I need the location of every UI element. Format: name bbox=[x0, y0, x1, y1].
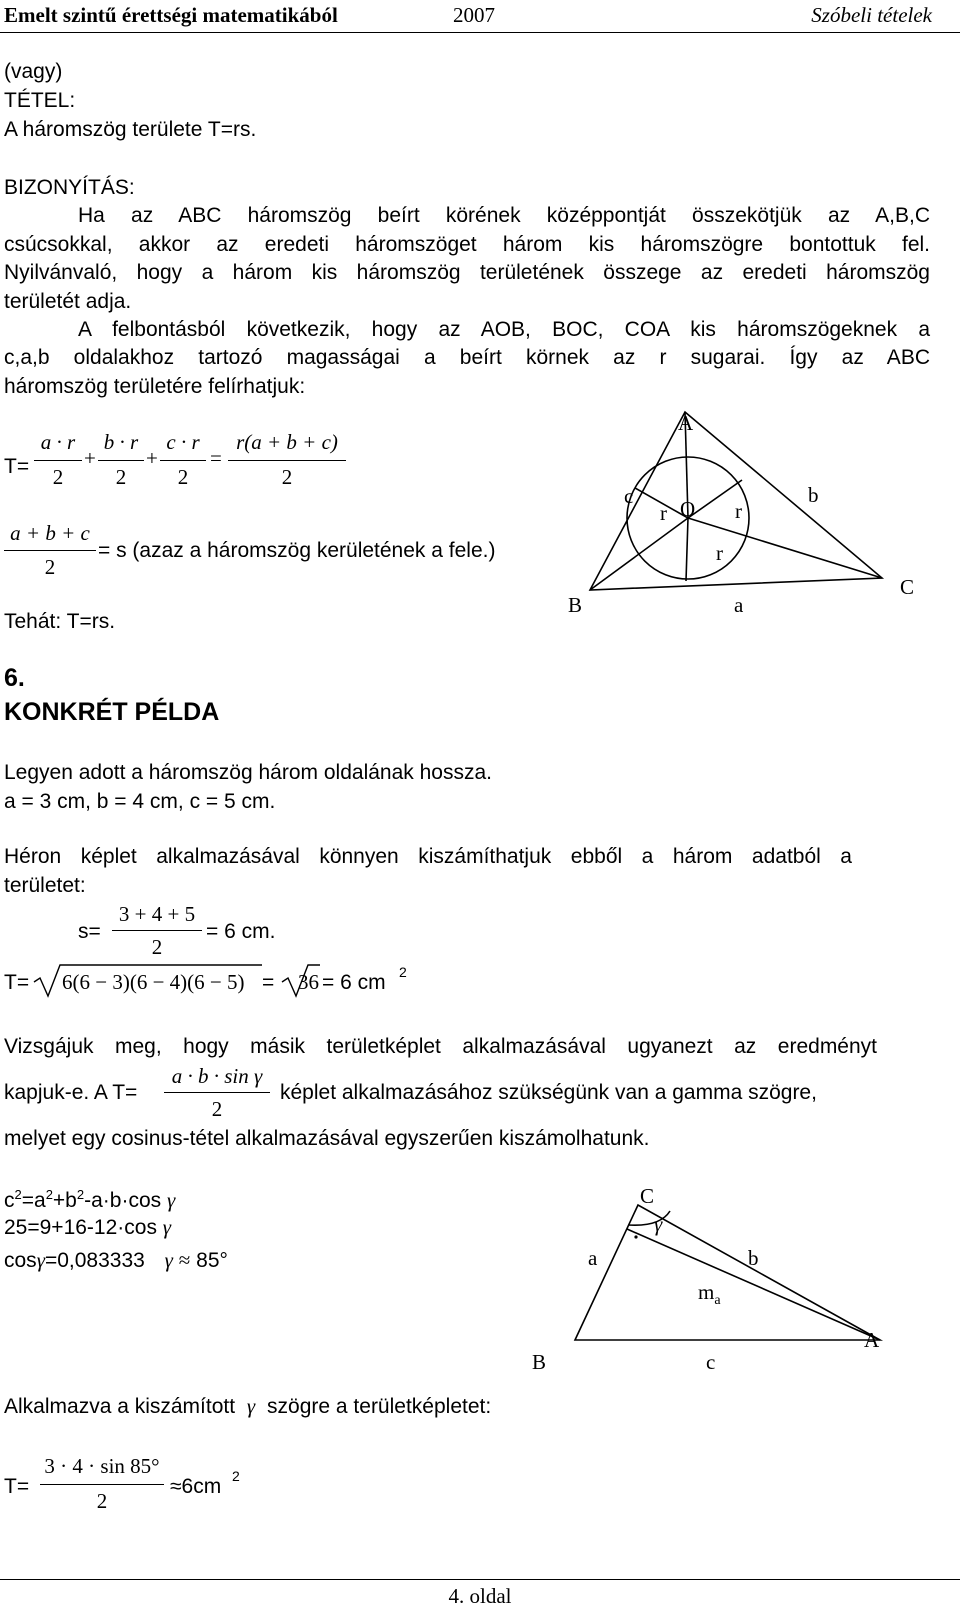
formula2-num: a + b + c bbox=[10, 521, 90, 545]
proof-p1-line2: csúcsokkal, akkor az eredeti háromszöget három kis háromszögre bontottuk fel. bbox=[4, 233, 930, 256]
formula1-frac4-num: r(a + b + c) bbox=[236, 430, 338, 454]
conclusion-text: Tehát: T=rs. bbox=[4, 610, 116, 633]
cosine-line2-text: 25=9+16-12·cos bbox=[4, 1216, 157, 1239]
altitude-label-m: m bbox=[698, 1280, 715, 1304]
final-rhs-sup: 2 bbox=[232, 1468, 240, 1484]
verify-line3: melyet egy cosinus-tétel alkalmazásával egyszerűen kiszámolhatunk. bbox=[4, 1127, 650, 1150]
cosine-line1 bbox=[4, 1180, 175, 1215]
heron-radicand-2: 36 bbox=[298, 970, 319, 994]
radius-to-a bbox=[686, 518, 688, 581]
cosine-b: +b bbox=[52, 1189, 77, 1212]
sup-c: 2 bbox=[14, 1187, 22, 1202]
vagy-text: (vagy) bbox=[4, 60, 63, 83]
formula1-frac2-bar bbox=[98, 460, 144, 461]
vertex-a-label-2: A bbox=[864, 1328, 880, 1352]
formula1-frac1-bar bbox=[34, 460, 82, 461]
heron-eq1: = bbox=[262, 971, 275, 994]
final-text-b: szögre a területképletet: bbox=[267, 1395, 492, 1418]
sup-a: 2 bbox=[45, 1187, 53, 1202]
final-text-a: Alkalmazva a kiszámított bbox=[4, 1395, 236, 1418]
formula1-frac4-den: 2 bbox=[281, 465, 293, 489]
vertex-b-label-2: B bbox=[532, 1350, 547, 1374]
altitude-label bbox=[698, 1280, 721, 1308]
vertex-a-label: A bbox=[678, 411, 694, 435]
segment-ob bbox=[590, 518, 688, 590]
cosine-c: c bbox=[4, 1189, 15, 1212]
radius-label-left: r bbox=[660, 501, 667, 525]
formula1-frac1-num: a · r bbox=[40, 430, 76, 454]
verify-line1: Vizsgájuk meg, hogy másik területképlet alkalmazásával ugyanezt az eredményt bbox=[4, 1035, 877, 1058]
gamma-symbol: γ bbox=[162, 1215, 172, 1239]
sine-formula-bar bbox=[164, 1092, 270, 1093]
side-c-label-2: c bbox=[706, 1350, 716, 1374]
formula1-frac3-bar bbox=[160, 460, 206, 461]
formula1-frac3-num: c · r bbox=[166, 430, 200, 454]
example-line1: Legyen adott a háromszög három oldalának hossza. bbox=[4, 761, 492, 784]
tetel-label: TÉTEL: bbox=[4, 89, 76, 112]
proof-p1-line4: területét adja. bbox=[4, 290, 132, 313]
proof-p1-line1: Ha az ABC háromszög beírt körének középpontját összekötjük az A,B,C bbox=[78, 204, 930, 227]
proof-p2-line3: háromszög területére felírhatjuk: bbox=[4, 375, 306, 398]
approx-symbol: ≈ bbox=[178, 1248, 191, 1272]
cosine-rest: -a·b·cos bbox=[84, 1189, 162, 1212]
gamma-label: γ bbox=[654, 1212, 663, 1236]
gamma-symbol: γ bbox=[246, 1394, 256, 1418]
vertex-c-label-2: C bbox=[640, 1184, 655, 1208]
cosine-a: =a bbox=[21, 1189, 46, 1212]
radius-label-bottom: r bbox=[716, 541, 723, 565]
vertex-b-label: B bbox=[568, 593, 583, 617]
header-subject: Szóbeli tételek bbox=[811, 3, 932, 27]
incircle-figure bbox=[560, 400, 930, 630]
final-text bbox=[4, 1392, 491, 1421]
formula1-plus2: + bbox=[146, 446, 158, 470]
cos-text: cos bbox=[4, 1249, 37, 1272]
proof-p2-line1: A felbontásból következik, hogy az AOB, BOC, COA kis háromszögeknek a bbox=[78, 318, 930, 341]
formula1-plus1: + bbox=[84, 446, 96, 470]
side-c-label: c bbox=[624, 484, 634, 508]
page-number: 4. oldal bbox=[448, 1584, 512, 1608]
proof-p2-line2: c,a,b oldalakhoz tartozó magasságai a beírt körnek az r sugarai. Így az ABC bbox=[4, 346, 930, 369]
center-o-label: O bbox=[680, 497, 696, 521]
s-den: 2 bbox=[151, 935, 163, 959]
gamma-symbol: γ bbox=[164, 1248, 173, 1272]
sine-formula-num: a · b · sin γ bbox=[171, 1064, 263, 1088]
vertex-c-label: C bbox=[900, 575, 915, 599]
page-header bbox=[0, 0, 960, 33]
s-lhs: s= bbox=[78, 920, 101, 943]
tetel-text: A háromszög területe T=rs. bbox=[4, 118, 257, 141]
cosine-line3 bbox=[4, 1246, 228, 1275]
cos-value: =0,083333 bbox=[44, 1249, 145, 1272]
s-bar bbox=[112, 930, 202, 931]
gamma-symbol: γ bbox=[166, 1188, 176, 1212]
final-bar bbox=[40, 1484, 164, 1485]
proof-label: BIZONYÍTÁS: bbox=[4, 176, 135, 199]
section-number: 6. bbox=[4, 664, 25, 692]
side-a-label-2: a bbox=[588, 1246, 598, 1270]
heron-t-lhs: T= bbox=[4, 971, 30, 994]
side-b-label-2: b bbox=[748, 1246, 759, 1270]
final-den: 2 bbox=[96, 1489, 108, 1513]
altitude-figure bbox=[520, 1175, 910, 1375]
header-year: 2007 bbox=[453, 3, 495, 27]
example-line2: a = 3 cm, b = 4 cm, c = 5 cm. bbox=[4, 790, 276, 813]
header-title: Emelt szintű érettségi matematikából bbox=[4, 3, 338, 27]
right-angle-dot bbox=[634, 1235, 637, 1238]
page-footer bbox=[0, 1579, 960, 1614]
radius-label-right: r bbox=[735, 499, 742, 523]
heron-line2: területet: bbox=[4, 874, 86, 897]
sup-b: 2 bbox=[76, 1187, 85, 1202]
s-rhs: = 6 cm. bbox=[206, 920, 276, 943]
heron-rhs: = 6 cm bbox=[322, 971, 386, 994]
altitude-label-sub: a bbox=[714, 1293, 721, 1308]
formula1-lhs: T= bbox=[4, 455, 30, 478]
verify-line2-b: képlet alkalmazásához szükségünk van a gamma szögre, bbox=[280, 1081, 817, 1104]
formula2-text: = s (azaz a háromszög kerületének a fele.) bbox=[98, 539, 496, 562]
formula1-frac2-den: 2 bbox=[115, 465, 127, 489]
formula2-bar bbox=[4, 550, 96, 551]
formula1-frac3-den: 2 bbox=[177, 465, 189, 489]
gamma-symbol: γ bbox=[36, 1248, 45, 1272]
gamma-value: 85° bbox=[196, 1249, 228, 1272]
section-title: KONKRÉT PÉLDA bbox=[4, 698, 220, 726]
heron-radicand: 6(6 − 3)(6 − 4)(6 − 5) bbox=[62, 970, 245, 994]
formula1-frac4-bar bbox=[228, 460, 346, 461]
formula1-frac1-den: 2 bbox=[52, 465, 64, 489]
cosine-line2 bbox=[4, 1213, 171, 1242]
heron-rhs-sup: 2 bbox=[399, 964, 407, 980]
final-rhs: ≈6cm bbox=[170, 1475, 222, 1498]
verify-line2-a: kapjuk-e. A T= bbox=[4, 1081, 138, 1104]
sine-formula-den: 2 bbox=[211, 1097, 223, 1121]
s-num: 3 + 4 + 5 bbox=[118, 902, 196, 926]
heron-line1: Héron képlet alkalmazásával könnyen kiszámíthatjuk ebből a három adatból a bbox=[4, 845, 852, 868]
proof-p1-line3: Nyilvánvaló, hogy a három kis háromszög területének összege az eredeti háromszög bbox=[4, 261, 930, 284]
formula1-eq: = bbox=[210, 446, 222, 470]
side-b-label: b bbox=[808, 483, 819, 507]
final-num: 3 · 4 · sin 85° bbox=[44, 1454, 160, 1478]
formula2-den: 2 bbox=[44, 555, 56, 579]
radius-to-b bbox=[688, 480, 742, 518]
formula1-frac2-num: b · r bbox=[103, 430, 139, 454]
final-lhs: T= bbox=[4, 1475, 30, 1498]
side-a-label: a bbox=[734, 593, 744, 617]
